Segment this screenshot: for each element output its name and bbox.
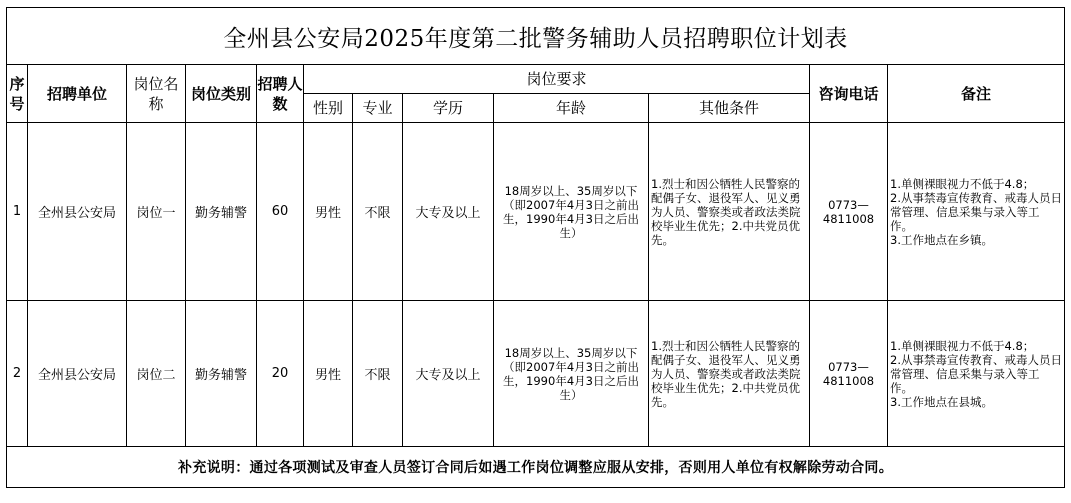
header-phone: 咨询电话	[810, 65, 888, 123]
page-title: 全州县公安局2025年度第二批警务辅助人员招聘职位计划表	[7, 8, 1065, 65]
cell-gender: 男性	[304, 301, 353, 447]
cell-age: 18周岁以上、35周岁以下（即2007年4月3日之前出生，1990年4月3日之后出生）	[494, 301, 649, 447]
cell-education: 大专及以上	[403, 123, 494, 301]
cell-major: 不限	[353, 301, 403, 447]
header-post-type: 岗位类别	[186, 65, 257, 123]
cell-post-type: 勤务辅警	[186, 123, 257, 301]
cell-seq: 2	[7, 301, 28, 447]
cell-major: 不限	[353, 123, 403, 301]
table-row	[7, 301, 1065, 447]
header-major: 专业	[353, 94, 403, 123]
cell-post-type: 勤务辅警	[186, 301, 257, 447]
cell-post-name: 岗位二	[127, 301, 186, 447]
cell-remarks: 1.单侧裸眼视力不低于4.8； 2.从事禁毒宣传教育、戒毒人员日常管理、信息采集与录入等工作。 3.工作地点在乡镇。	[888, 123, 1065, 301]
header-education: 学历	[403, 94, 494, 123]
cell-count: 20	[257, 301, 304, 447]
cell-post-name: 岗位一	[127, 123, 186, 301]
header-requirements: 岗位要求	[304, 65, 810, 94]
header-post-name: 岗位名称	[127, 65, 186, 123]
cell-other: 1.烈士和因公牺牲人民警察的配偶子女、退役军人、见义勇为人员、警察类或者政法类院校毕业生优先；2.中共党员优先。	[649, 123, 810, 301]
header-gender: 性别	[304, 94, 353, 123]
cell-age: 18周岁以上、35周岁以下（即2007年4月3日之前出生，1990年4月3日之后出生）	[494, 123, 649, 301]
header-age: 年龄	[494, 94, 649, 123]
cell-gender: 男性	[304, 123, 353, 301]
cell-unit: 全州县公安局	[28, 123, 127, 301]
cell-phone: 0773—4811008	[810, 123, 888, 301]
recruitment-plan-table	[6, 7, 1065, 488]
footer-note: 补充说明：通过各项测试及审查人员签订合同后如遇工作岗位调整应服从安排，否则用人单位有权解除劳动合同。	[7, 447, 1065, 488]
cell-unit: 全州县公安局	[28, 301, 127, 447]
header-unit: 招聘单位	[28, 65, 127, 123]
cell-education: 大专及以上	[403, 301, 494, 447]
header-count: 招聘人数	[257, 65, 304, 123]
cell-count: 60	[257, 123, 304, 301]
cell-phone: 0773—4811008	[810, 301, 888, 447]
table-row	[7, 123, 1065, 301]
header-other: 其他条件	[649, 94, 810, 123]
cell-other: 1.烈士和因公牺牲人民警察的配偶子女、退役军人、见义勇为人员、警察类或者政法类院校毕业生优先；2.中共党员优先。	[649, 301, 810, 447]
header-seq: 序号	[7, 65, 28, 123]
cell-seq: 1	[7, 123, 28, 301]
header-remarks: 备注	[888, 65, 1065, 123]
cell-remarks: 1.单侧裸眼视力不低于4.8； 2.从事禁毒宣传教育、戒毒人员日常管理、信息采集与录入等工作。 3.工作地点在县城。	[888, 301, 1065, 447]
